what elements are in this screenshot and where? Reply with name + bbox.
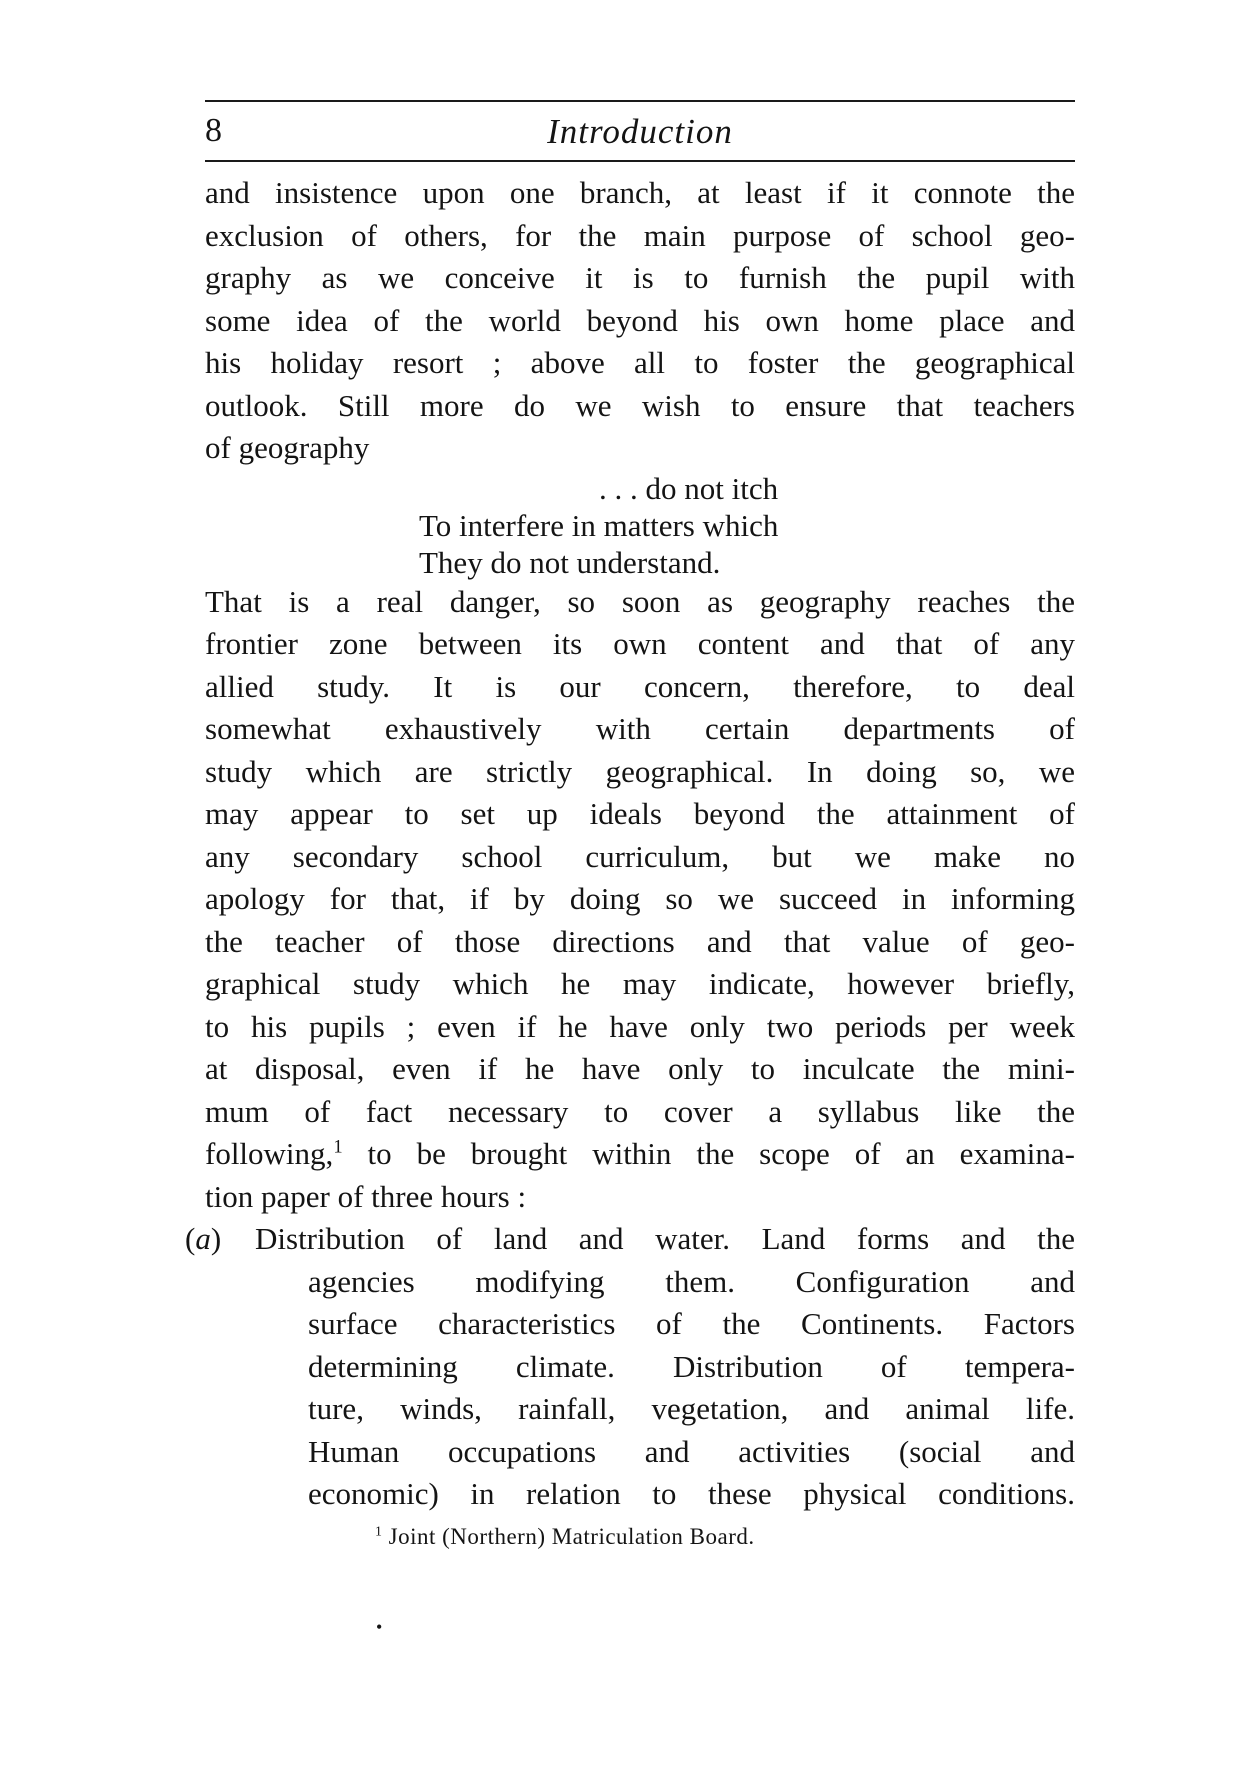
book-page: [185, 100, 1075, 1552]
footnote-marker: 1: [375, 1522, 383, 1538]
running-title: Introduction: [547, 112, 733, 151]
item-label: (a): [185, 1221, 222, 1256]
verse-quotation: [205, 470, 1075, 581]
header-rule-bottom: [205, 160, 1075, 162]
header-rule-top: [205, 100, 1075, 102]
text-line-with-footnote: [205, 1133, 1075, 1176]
verse-line: To interfere in matters which: [419, 507, 779, 543]
text-line: study which are strictly geographical. In doing so, we: [205, 753, 1075, 789]
page-number: 8: [205, 112, 222, 149]
text-line: graphy as we conceive it is to furnish the pupil with: [205, 260, 1075, 295]
text-line: may appear to set up ideals beyond the attainment of: [205, 796, 1075, 831]
text-line: allied study. It is our concern, therefore, to deal: [205, 668, 1075, 704]
text-line: agencies modifying them. Configuration and: [308, 1263, 1075, 1299]
text-line: frontier zone between its own content and that of any: [205, 626, 1075, 661]
text-line: some idea of the world beyond his own home place and: [205, 302, 1075, 338]
text-line: outlook. Still more do we wish to ensure that teachers: [205, 387, 1075, 423]
text-line: any secondary school curriculum, but we make no: [205, 838, 1075, 874]
text-line: surface characteristics of the Continents. Factors: [308, 1306, 1075, 1341]
text-line: determining climate. Distribution of tempera-: [308, 1348, 1075, 1384]
text-line: the teacher of those directions and that value of geo-: [205, 923, 1075, 959]
text-line: economic) in relation to these physical conditions.: [308, 1476, 1075, 1511]
printer-dot: •: [376, 1617, 383, 1637]
paragraph-1: [205, 172, 1075, 470]
text-line: apology for that, if by doing so we succeed in informing: [205, 881, 1075, 916]
text-line: exclusion of others, for the main purpose of school geo-: [205, 217, 1075, 253]
text-line: of geography: [205, 430, 370, 465]
item-body: [255, 1218, 1075, 1516]
running-head: [205, 108, 1075, 160]
text-line: That is a real danger, so soon as geography reaches the: [205, 583, 1075, 619]
footnote-reference: 1: [333, 1136, 343, 1158]
footnote-text: Joint (Northern) Matriculation Board.: [382, 1523, 755, 1549]
text-line: his holiday resort ; above all to foster the geographical: [205, 345, 1075, 380]
footnote: [375, 1522, 1075, 1552]
text-fragment: to be brought within the scope of an examina-: [342, 1136, 1075, 1171]
text-line: Human occupations and activities (social and: [308, 1433, 1075, 1469]
text-line: at disposal, even if he have only to inculcate the mini-: [205, 1051, 1075, 1086]
syllabus-item-a: [185, 1218, 1075, 1516]
text-line: tion paper of three hours :: [205, 1178, 527, 1214]
text-fragment: following,: [205, 1136, 334, 1171]
text-line: Distribution of land and water. Land forms and the: [255, 1221, 1075, 1256]
verse-line: They do not understand.: [419, 544, 721, 580]
text-line: and insistence upon one branch, at least if it connote the: [205, 175, 1075, 210]
paragraph-2: [205, 581, 1075, 1219]
item-letter: a: [195, 1221, 211, 1256]
text-line: graphical study which he may indicate, however briefly,: [205, 966, 1075, 1001]
text-line: mum of fact necessary to cover a syllabus like the: [205, 1093, 1075, 1129]
verse-line: . . . do not itch: [599, 470, 779, 506]
text-line: somewhat exhaustively with certain departments of: [205, 711, 1075, 746]
text-line: ture, winds, rainfall, vegetation, and animal life.: [308, 1391, 1075, 1426]
text-line: to his pupils ; even if he have only two periods per week: [205, 1008, 1075, 1044]
